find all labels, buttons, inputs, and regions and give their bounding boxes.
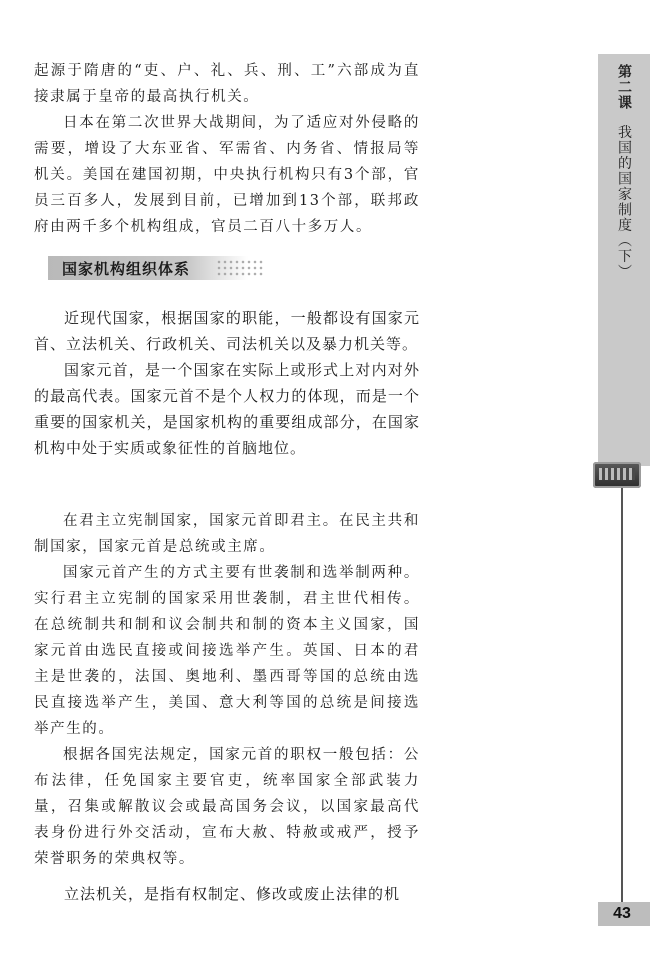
margin-top-blank — [598, 0, 650, 54]
lesson-title — [606, 64, 634, 280]
main-text-block — [34, 305, 420, 461]
paragraph: 近现代国家，根据国家的职能，一般都设有国家元首、立法机关、行政机关、司法机关以及暴力机关等。 — [34, 309, 420, 353]
sidebar-text-block — [34, 508, 420, 872]
continued-text-block — [34, 881, 420, 907]
paragraph: 立法机关，是指有权制定、修改或废止法律的机 — [64, 885, 401, 903]
section-heading-bar — [48, 256, 248, 280]
dot-pattern-decoration — [216, 259, 264, 277]
paragraph: 日本在第二次世界大战期间，为了适应对外侵略的需要，增设了大东亚省、军需省、内务省、情报局等机关。美国在建国初期，中央执行机构只有3个部，官员三百多人，发展到目前，已增加到13个部，联邦政府由两千多个机构组成，官员二百八十多万人。 — [34, 115, 420, 235]
paragraph: 在君主立宪制国家，国家元首即君主。在民主共和制国家，国家元首是总统或主席。 — [34, 513, 420, 555]
section-heading: 国家机构组织体系 — [62, 260, 191, 278]
lesson-label: 第二课 — [616, 64, 632, 111]
paragraph: 国家元首产生的方式主要有世袭制和选举制两种。实行君主立宪制的国家采用世袭制，君主世代相传。在总统制共和制和议会制共和制的资本主义国家，国家元首由选民直接或间接选举产生。英国、日本的君主是世袭的，法国、奥地利、墨西哥等国的总统由选民直接选举产生，美国、意大利等国的总统是间接选举产生的。 — [34, 565, 420, 737]
paragraph: 起源于隋唐的“吏、户、礼、兵、刑、工”六部成为直接隶属于皇帝的最高执行机关。 — [34, 63, 420, 105]
margin-rule — [621, 488, 623, 902]
paragraph: 国家元首，是一个国家在实际上或形式上对内对外的最高代表。国家元首不是个人权力的体现，而是一个重要的国家机关，是国家机构的重要组成部分，在国家机构中处于实质或象征性的首脑地位。 — [34, 361, 420, 457]
building-icon — [593, 462, 641, 488]
lesson-name: 我国的国家制度（下） — [616, 124, 632, 280]
page-number: 43 — [613, 905, 631, 922]
paragraph: 根据各国宪法规定，国家元首的职权一般包括：公布法律，任免国家主要官吏，统率国家全部武装力量，召集或解散议会或最高国务会议，以国家最高代表身份进行外交活动，宣布大赦、特赦或戒严，授予荣誉职务的荣典权等。 — [34, 747, 420, 867]
intro-text-block — [34, 58, 420, 240]
